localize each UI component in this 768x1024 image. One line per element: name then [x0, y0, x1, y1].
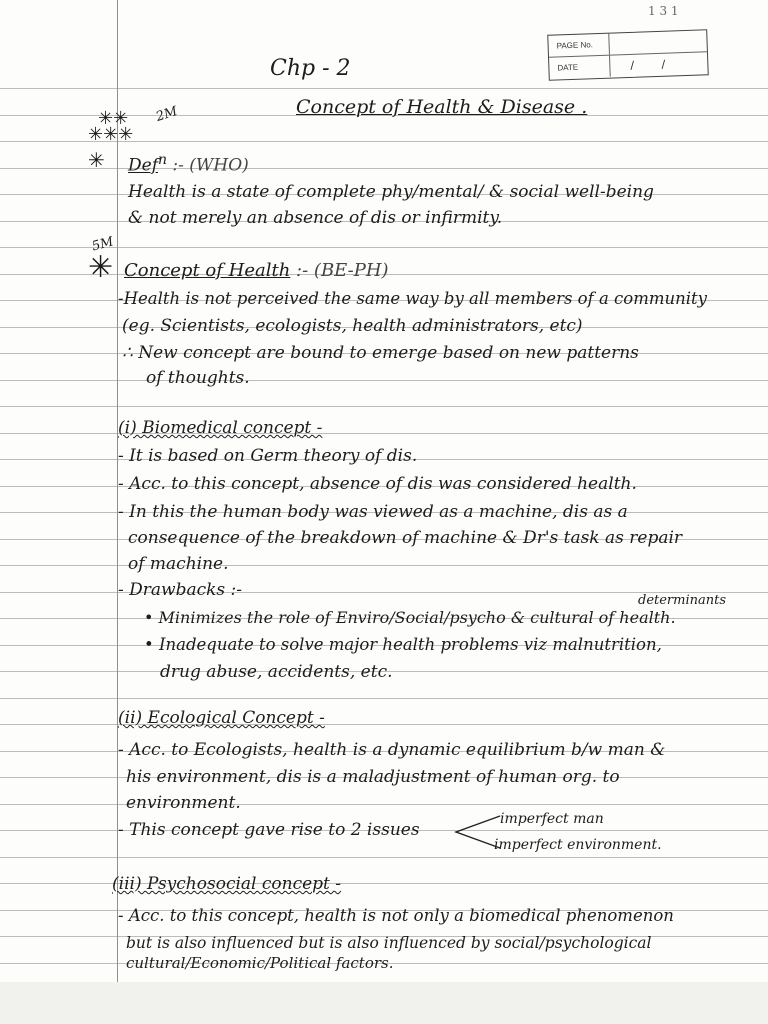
definition-heading: Def$^n$ :- (WHO): [128, 152, 249, 176]
ecological-line: his environment, dis is a maladjustment of human org. to: [126, 767, 620, 787]
psychosocial-line: but is also influenced but is also influenced by social/psychological: [126, 934, 652, 952]
biomedical-heading: (i) Biomedical concept -: [118, 418, 323, 438]
drawbacks-item: • Minimizes the role of Enviro/Social/psycho & cultural of health.: [144, 608, 676, 627]
ruled-line: [0, 406, 768, 407]
biomedical-line: of machine.: [128, 554, 229, 574]
concept-line: (eg. Scientists, ecologists, health administrators, etc): [122, 316, 583, 336]
page-no-label: PAGE No.: [548, 34, 610, 57]
star-icon: ✳: [88, 250, 114, 285]
issue-item: imperfect environment.: [494, 837, 662, 853]
ecological-line: - This concept gave rise to 2 issues: [118, 820, 420, 840]
psychosocial-line: cultural/Economic/Political factors.: [126, 954, 394, 972]
psychosocial-line: - Acc. to this concept, health is not only a biomedical phenomenon: [118, 906, 674, 925]
ruled-line: [0, 380, 768, 381]
date-label: DATE: [549, 56, 611, 79]
biomedical-line: - It is based on Germ theory of dis.: [118, 446, 418, 466]
date-value: / /: [630, 57, 678, 72]
marks-5m: 5M: [90, 234, 116, 255]
ruled-line: [0, 565, 768, 566]
page-date-box: [547, 29, 709, 81]
definition-line: Health is a state of complete phy/mental/ & social well-being: [128, 182, 654, 202]
ecological-line: - Acc. to Ecologists, health is a dynamic equilibrium b/w man &: [118, 740, 666, 760]
issue-item: imperfect man: [500, 811, 604, 827]
drawbacks-item: drug abuse, accidents, etc.: [160, 662, 393, 682]
page-title: Concept of Health & Disease .: [296, 96, 588, 118]
page-bottom-edge: [0, 982, 768, 1024]
definition-line: & not merely an absence of dis or infirmity.: [128, 208, 503, 228]
concept-heading: Concept of Health :- (BE-PH): [124, 260, 389, 281]
concept-line: ∴ New concept are bound to emerge based on new patterns: [122, 343, 639, 363]
ecological-heading: (ii) Ecological Concept -: [118, 708, 325, 728]
marks-2m: 2M: [154, 104, 180, 125]
biomedical-line: - Acc. to this concept, absence of dis was considered health.: [118, 474, 637, 494]
ruled-line: [0, 804, 768, 805]
drawbacks-heading: - Drawbacks :-: [118, 580, 243, 600]
star-icon: ✳✳✳: [88, 124, 134, 145]
ruled-line: [0, 724, 768, 725]
star-icon: ✳✳: [98, 108, 129, 129]
drawbacks-insert: determinants: [638, 593, 727, 608]
psychosocial-heading: (iii) Psychosocial concept -: [112, 874, 342, 894]
ruled-line: [0, 88, 768, 89]
chapter-heading: Chp - 2: [270, 56, 351, 81]
concept-line: of thoughts.: [146, 368, 250, 388]
biomedical-line: consequence of the breakdown of machine & Dr's task as repair: [128, 528, 683, 548]
concept-line: -Health is not perceived the same way by all members of a community: [118, 289, 707, 308]
corner-mark: 1 3 1: [648, 4, 679, 18]
biomedical-line: - In this the human body was viewed as a machine, dis as a: [118, 502, 628, 522]
star-icon: ✳: [88, 148, 105, 172]
ruled-line: [0, 698, 768, 699]
ruled-line: [0, 433, 768, 434]
drawbacks-item: • Inadequate to solve major health problems viz malnutrition,: [144, 635, 662, 654]
ruled-line: [0, 857, 768, 858]
ecological-line: environment.: [126, 793, 241, 813]
ruled-line: [0, 168, 768, 169]
